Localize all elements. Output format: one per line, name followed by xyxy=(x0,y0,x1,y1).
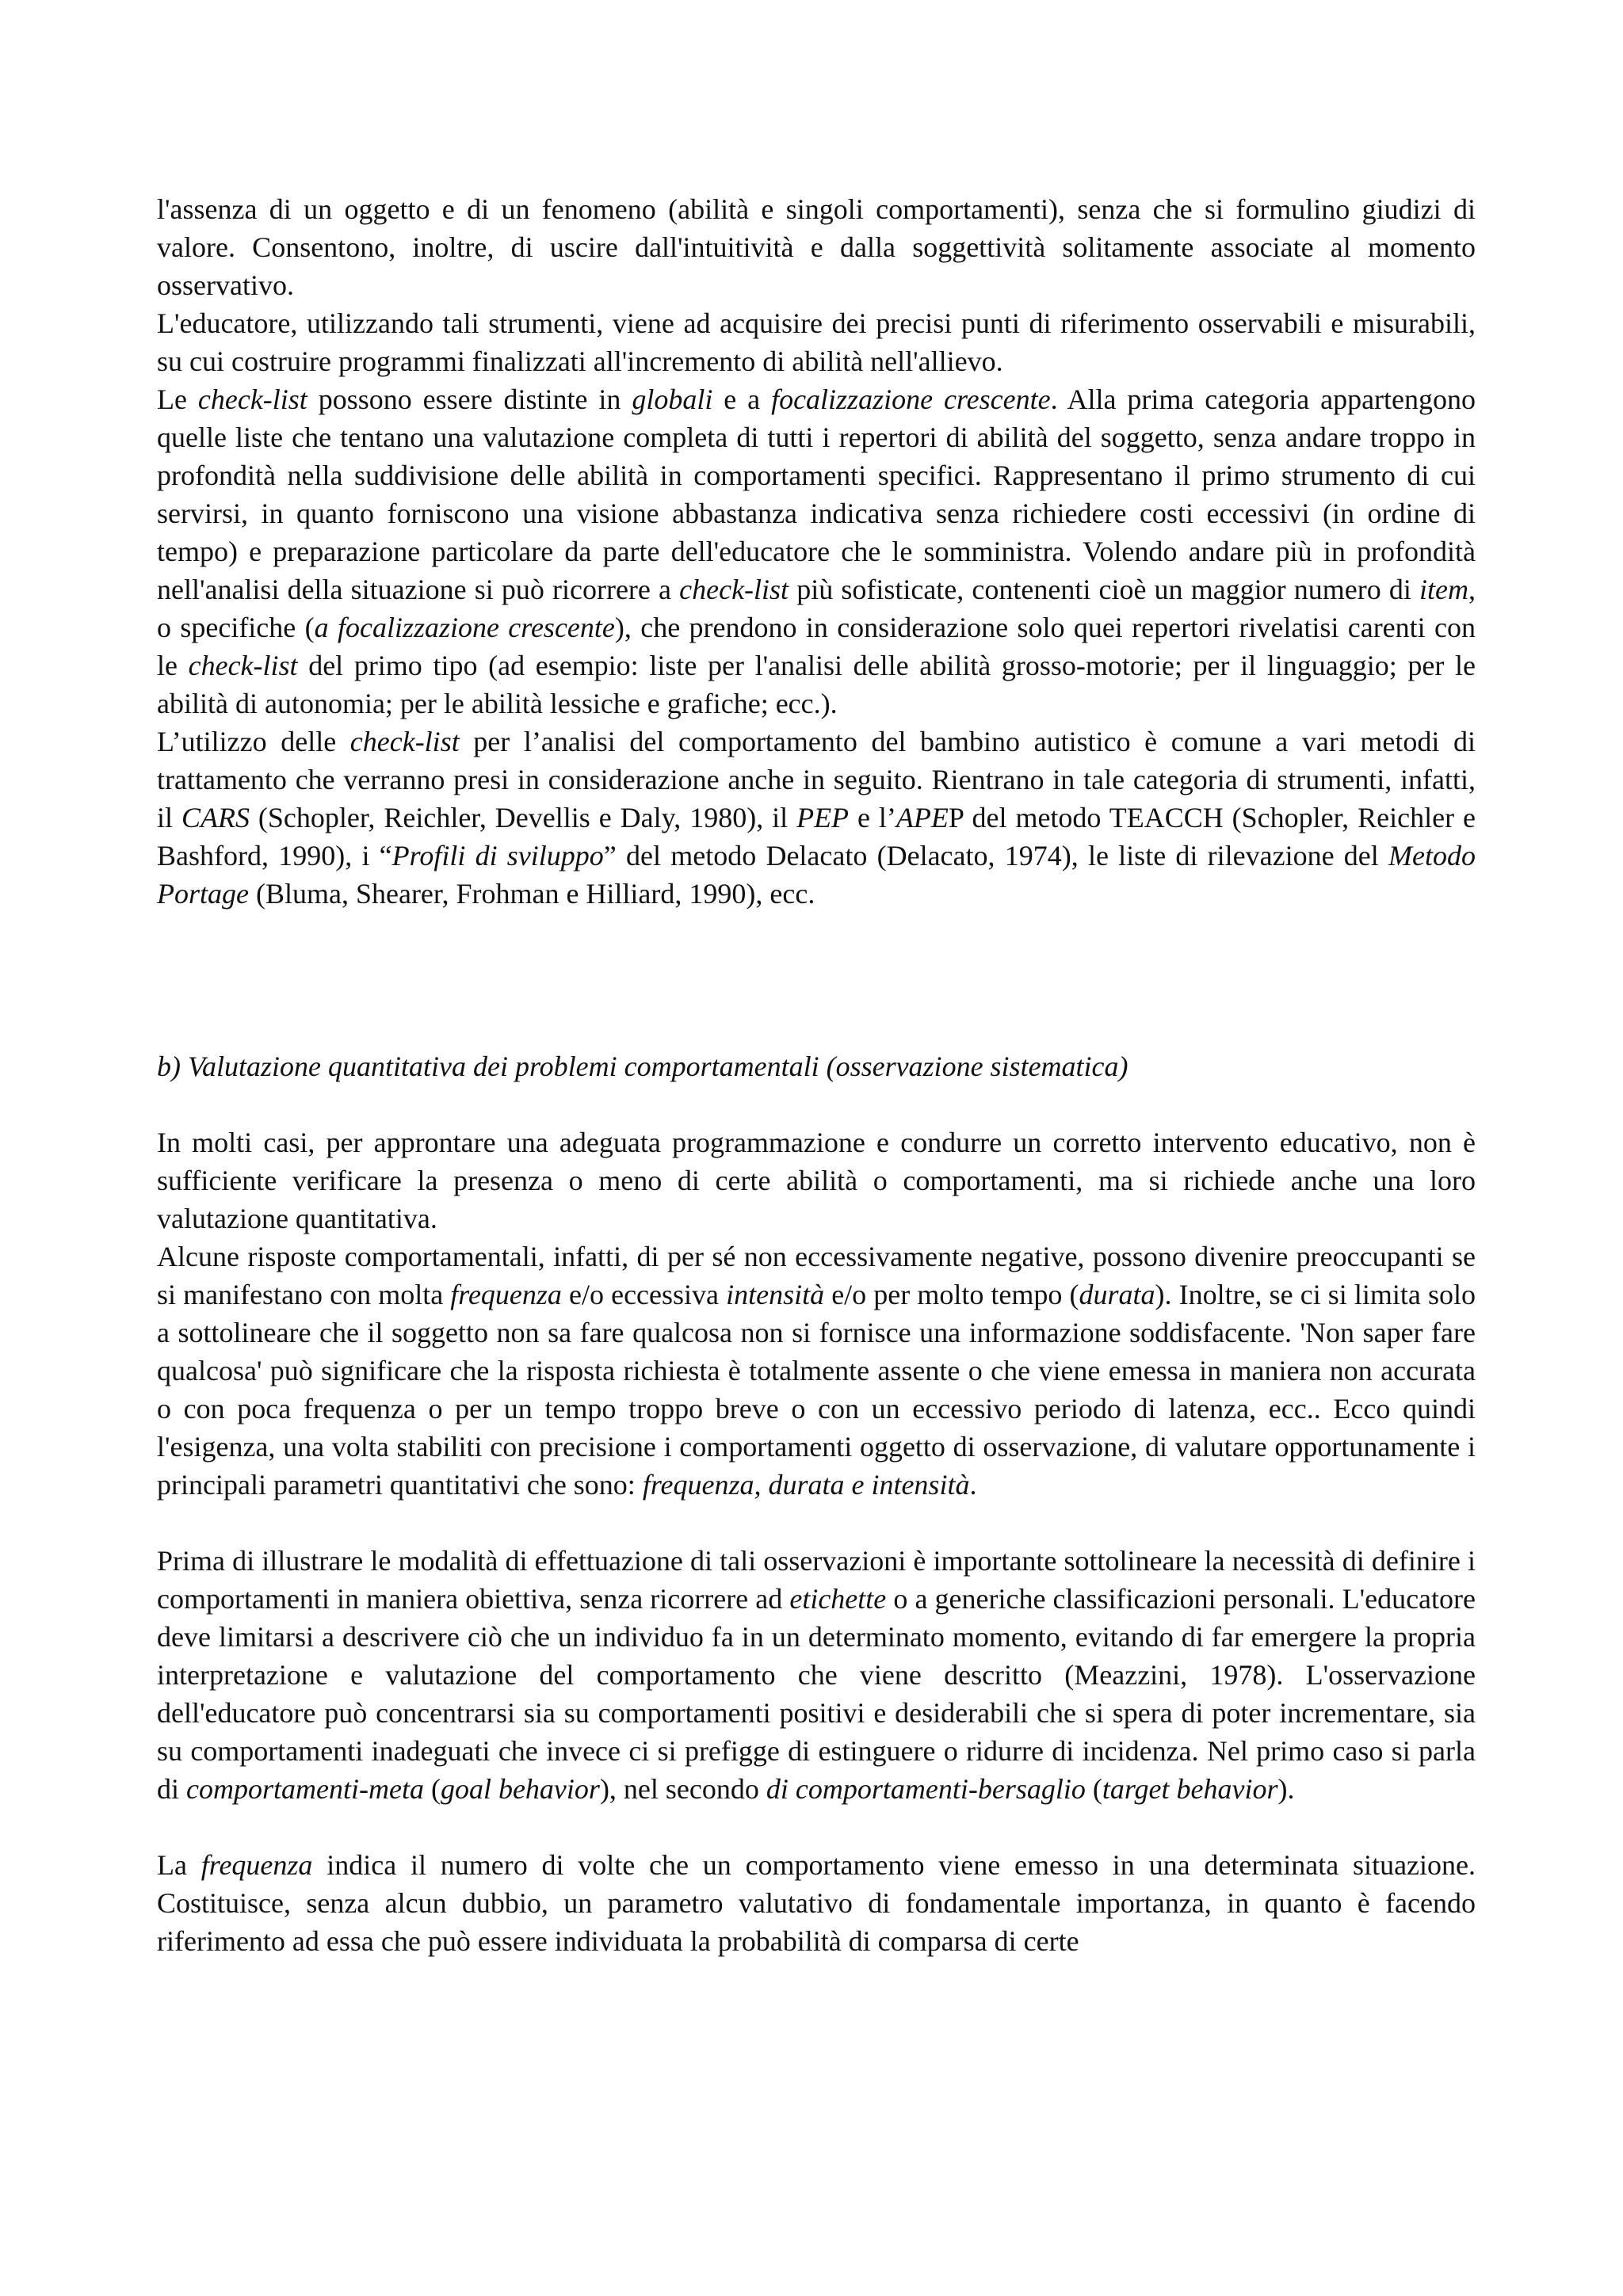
spacer xyxy=(157,913,1476,1047)
paragraph-6: Alcune risposte comportamentali, infatti, di per sé non eccessivamente negative, possono divenire preoccupanti se si manifestano con molta frequenza e/o eccessiva intensità e/o per molto tempo (durata). Inoltre, se ci si limita solo a sottolineare che il soggetto non sa fare qualcosa non si fornisce una informazione soddisfacente. 'Non saper fare qualcosa' può significare che la risposta richiesta è totalmente assente o che viene emessa in maniera non accurata o con poca frequenza o per un tempo troppo breve o con un eccessivo periodo di latenza, ecc.. Ecco quindi l'esigenza, una volta stabiliti con precisione i comportamenti oggetto di osservazione, di valutare opportunamente i principali parametri quantitativi che sono: frequenza, durata e intensità. xyxy=(157,1241,1476,1501)
paragraph-1: l'assenza di un oggetto e di un fenomeno (abilità e singoli comportamenti), senza che si formulino giudizi di valore. Consentono, inoltre, di uscire dall'intuitività e dalla soggettività solitamente associate al momento osservativo. xyxy=(157,193,1476,301)
paragraph-7: Prima di illustrare le modalità di effettuazione di tali osservazioni è importante sottolineare la necessità di definire i comportamenti in maniera obiettiva, senza ricorrere ad etichette o a generiche classificazioni personali. L'educatore deve limitarsi a descrivere ciò che un individuo fa in un determinato momento, evitando di far emergere la propria interpretazione e valutazione del comportamento che viene descritto (Meazzini, 1978). L'osservazione dell'educatore può concentrarsi sia su comportamenti positivi e desiderabili che si spera di poter incrementare, sia su comportamenti inadeguati che invece ci si prefigge di estinguere o ridurre di incidenza. Nel primo caso si parla di comportamenti-meta (goal behavior), nel secondo di comportamenti-bersaglio (target behavior). xyxy=(157,1545,1476,1805)
section-heading: b) Valutazione quantitativa dei problemi comportamentali (osservazione sistematica) xyxy=(157,1051,1128,1082)
document-page xyxy=(157,190,1476,1960)
paragraph-5: In molti casi, per approntare una adeguata programmazione e condurre un corretto intervento educativo, non è sufficiente verificare la presenza o meno di certe abilità o comportamenti, ma si richiede anche una loro valutazione quantitativa. xyxy=(157,1127,1476,1234)
paragraph-2: L'educatore, utilizzando tali strumenti, viene ad acquisire dei precisi punti di riferimento osservabili e misurabili, su cui costruire programmi finalizzati all'incremento di abilità nell'allievo. xyxy=(157,307,1476,377)
paragraph-8: La frequenza indica il numero di volte che un comportamento viene emesso in una determinata situazione. Costituisce, senza alcun dubbio, un parametro valutativo di fondamentale importanza, in quanto è facendo riferimento ad essa che può essere individuata la probabilità di comparsa di certe xyxy=(157,1849,1476,1957)
spacer xyxy=(157,1504,1476,1542)
spacer xyxy=(157,1808,1476,1846)
paragraph-3: Le check-list possono essere distinte in globali e a focalizzazione crescente. Alla prima categoria appartengono quelle liste che tentano una valutazione completa di tutti i repertori di abilità del soggetto, senza andare troppo in profondità nella suddivisione delle abilità in comportamenti specifici. Rappresentano il primo strumento di cui servirsi, in quanto forniscono una visione abbastanza indicativa senza richiedere costi eccessivi (in ordine di tempo) e preparazione particolare da parte dell'educatore che le somministra. Volendo andare più in profondità nell'analisi della situazione si può ricorrere a check-list più sofisticate, contenenti cioè un maggior numero di item, o specifiche (a focalizzazione crescente), che prendono in considerazione solo quei repertori rivelatisi carenti con le check-list del primo tipo (ad esempio: liste per l'analisi delle abilità grosso-motorie; per il linguaggio; per le abilità di autonomia; per le abilità lessiche e grafiche; ecc.). xyxy=(157,383,1476,719)
spacer xyxy=(157,1085,1476,1123)
paragraph-4: L’utilizzo delle check-list per l’analisi del comportamento del bambino autistico è comune a vari metodi di trattamento che verranno presi in considerazione anche in seguito. Rientrano in tale categoria di strumenti, infatti, il CARS (Schopler, Reichler, Devellis e Daly, 1980), il PEP e l’APEP del metodo TEACCH (Schopler, Reichler e Bashford, 1990), i “Profili di sviluppo” del metodo Delacato (Delacato, 1974), le liste di rilevazione del Metodo Portage (Bluma, Shearer, Frohman e Hilliard, 1990), ecc. xyxy=(157,726,1476,910)
